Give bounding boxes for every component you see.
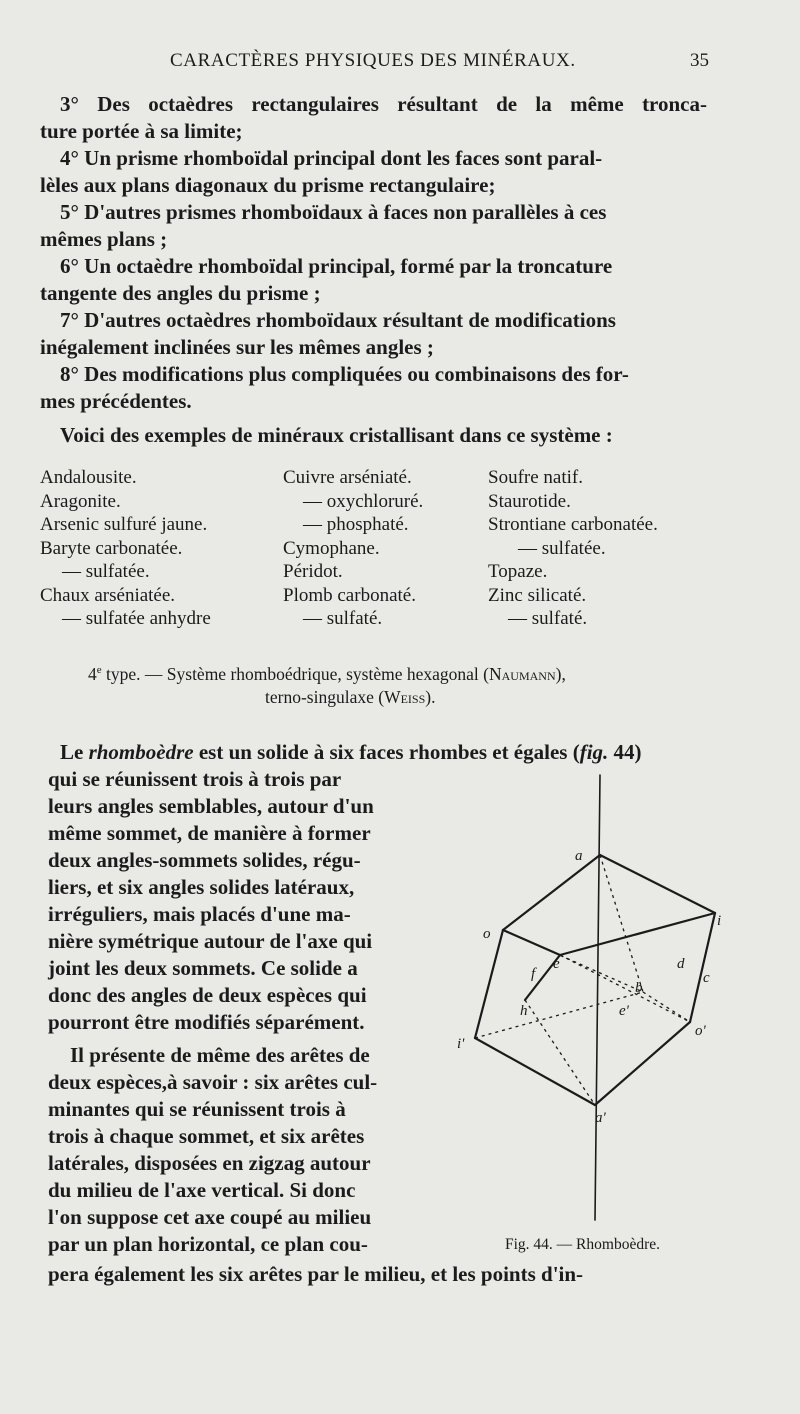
rhombohedron-figure (445, 770, 745, 1240)
list-line: lèles aux plans diagonaux du prisme rectangulaire; (40, 173, 496, 197)
figure-label: a (575, 848, 583, 864)
mineral-item: Topaze. (488, 561, 548, 582)
body-last-line: pera également les six arêtes par le milieu, et les points d'in- (48, 1262, 584, 1286)
body-line: pourront être modifiés séparément. (48, 1010, 365, 1034)
page-number: 35 (690, 50, 709, 71)
mineral-item: Strontiane carbonatée. (488, 514, 658, 535)
body-line: latérales, disposées en zigzag autour (48, 1151, 371, 1175)
body-line: Il présente de même des arêtes de (70, 1043, 370, 1067)
figure-label: o' (695, 1023, 706, 1039)
mineral-item: Soufre natif. (488, 467, 583, 488)
body-line: leurs angles semblables, autour d'un (48, 794, 374, 818)
figure-label: e' (619, 1003, 629, 1019)
figure-label: c (703, 970, 710, 986)
figure-label: i (717, 913, 722, 929)
section-heading-line-2: terno-singulaxe (Weiss). (265, 687, 436, 707)
mineral-item: — sulfatée. (62, 561, 150, 582)
mineral-item: Baryte carbonatée. (40, 537, 183, 559)
body-line: trois à chaque sommet, et six arêtes (48, 1124, 365, 1148)
body-line: deux angles-sommets solides, régu- (48, 848, 361, 872)
mineral-item: Aragonite. (40, 490, 121, 512)
body-line: nière symétrique autour de l'axe qui (48, 929, 373, 953)
list-line: 5° D'autres prismes rhomboïdaux à faces non parallèles à ces (60, 200, 607, 224)
figure-label: e (553, 956, 560, 972)
list-line: ture portée à sa limite; (40, 119, 243, 143)
mineral-item: Arsenic sulfuré jaune. (40, 514, 208, 535)
mineral-item: Cuivre arséniaté. (283, 467, 412, 488)
body-line: du milieu de l'axe vertical. Si donc (48, 1178, 356, 1202)
mineral-item: — sulfaté. (508, 608, 588, 629)
mineral-item: Zinc silicaté. (488, 584, 587, 606)
list-line: 4° Un prisme rhomboïdal principal dont les faces sont paral- (60, 146, 603, 170)
list-line: 8° Des modifications plus compliquées ou combinaisons des for- (60, 362, 629, 386)
running-title: CARACTÈRES PHYSIQUES DES MINÉRAUX. (170, 50, 576, 71)
minerals-column-2 (283, 466, 423, 631)
mineral-item: Péridot. (283, 561, 343, 582)
mineral-item: Cymophane. (283, 537, 380, 559)
mineral-item: — oxychloruré. (303, 490, 424, 512)
mineral-item: Staurotide. (488, 490, 571, 512)
body-line: irréguliers, mais placés d'une ma- (48, 902, 351, 926)
body-line: minantes qui se réunissent trois à (48, 1097, 346, 1121)
figure-label: d (677, 956, 685, 972)
figure-label: o (483, 926, 491, 942)
body-line: qui se réunissent trois à trois par (48, 767, 342, 791)
body-line: même sommet, de manière à former (48, 821, 371, 845)
figure-label: a' (595, 1110, 606, 1126)
running-head (0, 48, 800, 78)
figure-caption: Fig. 44. — Rhomboèdre. (505, 1236, 660, 1253)
list-line: mes précédentes. (40, 389, 192, 413)
section-heading-line-1: 4e type. — Système rhomboédrique, système hexagonal (Naumann), (88, 664, 566, 684)
list-line: 3° Des octaèdres rectangulaires résultant de la même tronca- (60, 92, 707, 116)
list-line: 7° D'autres octaèdres rhomboïdaux résultant de modifications (60, 308, 616, 332)
body-line: joint les deux sommets. Ce solide a (48, 956, 358, 980)
mineral-item: — sulfaté. (303, 608, 383, 629)
body-line: par un plan horizontal, ce plan cou- (48, 1232, 368, 1256)
list-line: inégalement inclinées sur les mêmes angles ; (40, 335, 434, 359)
paragraph-first-line: Le rhomboèdre est un solide à six faces rhombes et égales (fig. 44) (60, 740, 642, 764)
figure-label: i' (457, 1036, 465, 1052)
body-line: l'on suppose cet axe coupé au milieu (48, 1205, 372, 1229)
minerals-column-3 (488, 466, 658, 631)
body-line: liers, et six angles solides latéraux, (48, 875, 355, 899)
figure-label: h (520, 1003, 528, 1019)
mineral-item: Chaux arséniatée. (40, 584, 176, 606)
body-line: donc des angles de deux espèces qui (48, 983, 367, 1007)
list-line: 6° Un octaèdre rhomboïdal principal, formé par la troncature (60, 254, 613, 278)
mineral-item: Plomb carbonaté. (283, 584, 416, 606)
minerals-column-1 (40, 466, 211, 631)
list-line: tangente des angles du prisme ; (40, 281, 321, 305)
mineral-item: — sulfatée anhydre (62, 608, 211, 629)
mineral-item: Andalousite. (40, 467, 137, 488)
figure-label: b (635, 980, 643, 996)
mineral-item: — sulfatée. (518, 537, 606, 559)
list-line: mêmes plans ; (40, 227, 168, 251)
mineral-item: — phosphaté. (303, 514, 409, 535)
examples-intro: Voici des exemples de minéraux cristallisant dans ce système : (60, 423, 613, 447)
figure-label: f (531, 966, 536, 982)
body-line: deux espèces,à savoir : six arêtes cul- (48, 1070, 378, 1094)
